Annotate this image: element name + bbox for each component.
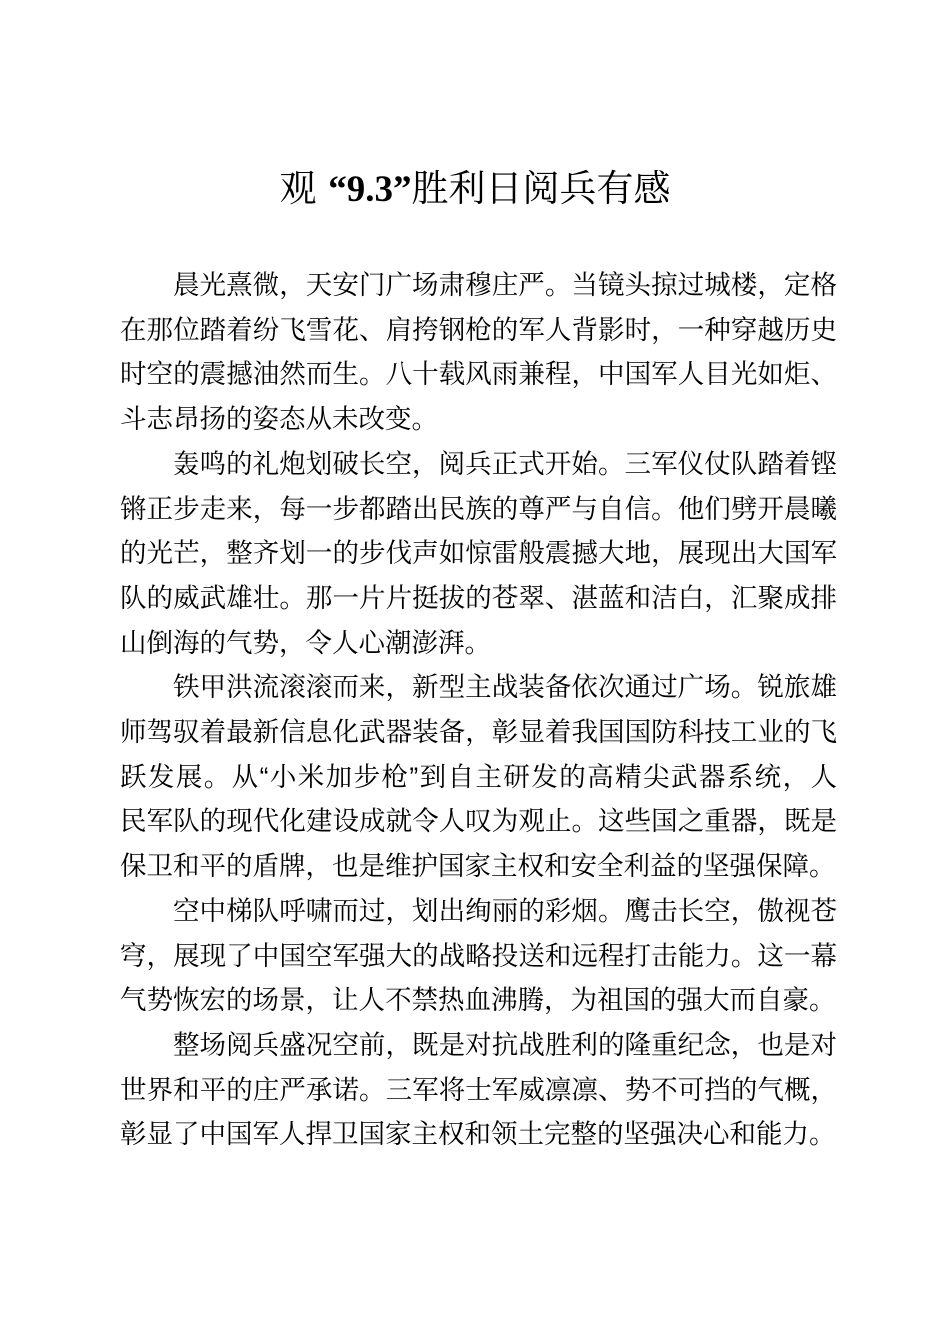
text-line: 保卫和平的盾牌，也是维护国家主权和安全利益的坚强保障。 [120, 851, 836, 882]
text-line: 时空的震撼油然而生。八十载风雨兼程，中国军人目光如炬、 [120, 359, 837, 390]
text-line: 世界和平的庄严承诺。三军将士军威凛凛、势不可挡的气概， [120, 1074, 837, 1105]
text-line: 铁甲洪流滚滚而来，新型主战装备依次通过广场。锐旅雄 [173, 672, 837, 703]
text-line: 跃发展。从“小米加步枪”到自主研发的高精尖武器系统，人 [120, 761, 837, 792]
text-line: 斗志昂扬的姿态从未改变。 [120, 404, 438, 435]
paragraph [120, 665, 837, 889]
paragraph [120, 1023, 837, 1157]
text-line: 在那位踏着纷飞雪花、肩挎钢枪的军人背影时，一种穿越历史 [120, 314, 837, 345]
text-line: 的光芒，整齐划一的步伐声如惊雷般震撼大地，展现出大国军 [120, 538, 837, 569]
text-line: 锵正步走来，每一步都踏出民族的尊严与自信。他们劈开晨曦 [120, 493, 837, 524]
text-line: 晨光熹微，天安门广场肃穆庄严。当镜头掠过城楼，定格 [173, 270, 837, 300]
text-line: 山倒海的气势，令人心潮澎湃。 [120, 627, 491, 658]
title-quoted-number: “9.3” [328, 169, 412, 210]
paragraph [120, 263, 837, 442]
text-line: 队的威武雄壮。那一片片挺拔的苍翠、湛蓝和洁白，汇聚成排 [120, 582, 837, 613]
text-line: 师驾驭着最新信息化武器装备，彰显着我国国防科技工业的飞 [120, 717, 837, 748]
title-prefix: 观 [279, 168, 317, 209]
text-line: 彰显了中国军人捍卫国家主权和领土完整的坚强决心和能力。 [120, 1119, 836, 1150]
text-line: 轰鸣的礼炮划破长空，阅兵正式开始。三军仪仗队踏着铿 [173, 448, 837, 479]
document-body [120, 263, 837, 1157]
paragraph [120, 889, 837, 1023]
title-suffix: 胜利日阅兵有感 [411, 168, 671, 209]
text-line: 穹，展现了中国空军强大的战略投送和远程打击能力。这一幕 [120, 940, 837, 971]
text-line: 整场阅兵盛况空前，既是对抗战胜利的隆重纪念，也是对 [173, 1029, 837, 1060]
document-title [0, 0, 950, 215]
text-line: 气势恢宏的场景，让人不禁热血沸腾，为祖国的强大而自豪。 [120, 985, 836, 1016]
paragraph [120, 442, 837, 666]
text-line: 空中梯队呼啸而过，划出绚丽的彩烟。鹰击长空，傲视苍 [173, 895, 837, 926]
text-line: 民军队的现代化建设成就令人叹为观止。这些国之重器，既是 [120, 806, 837, 837]
